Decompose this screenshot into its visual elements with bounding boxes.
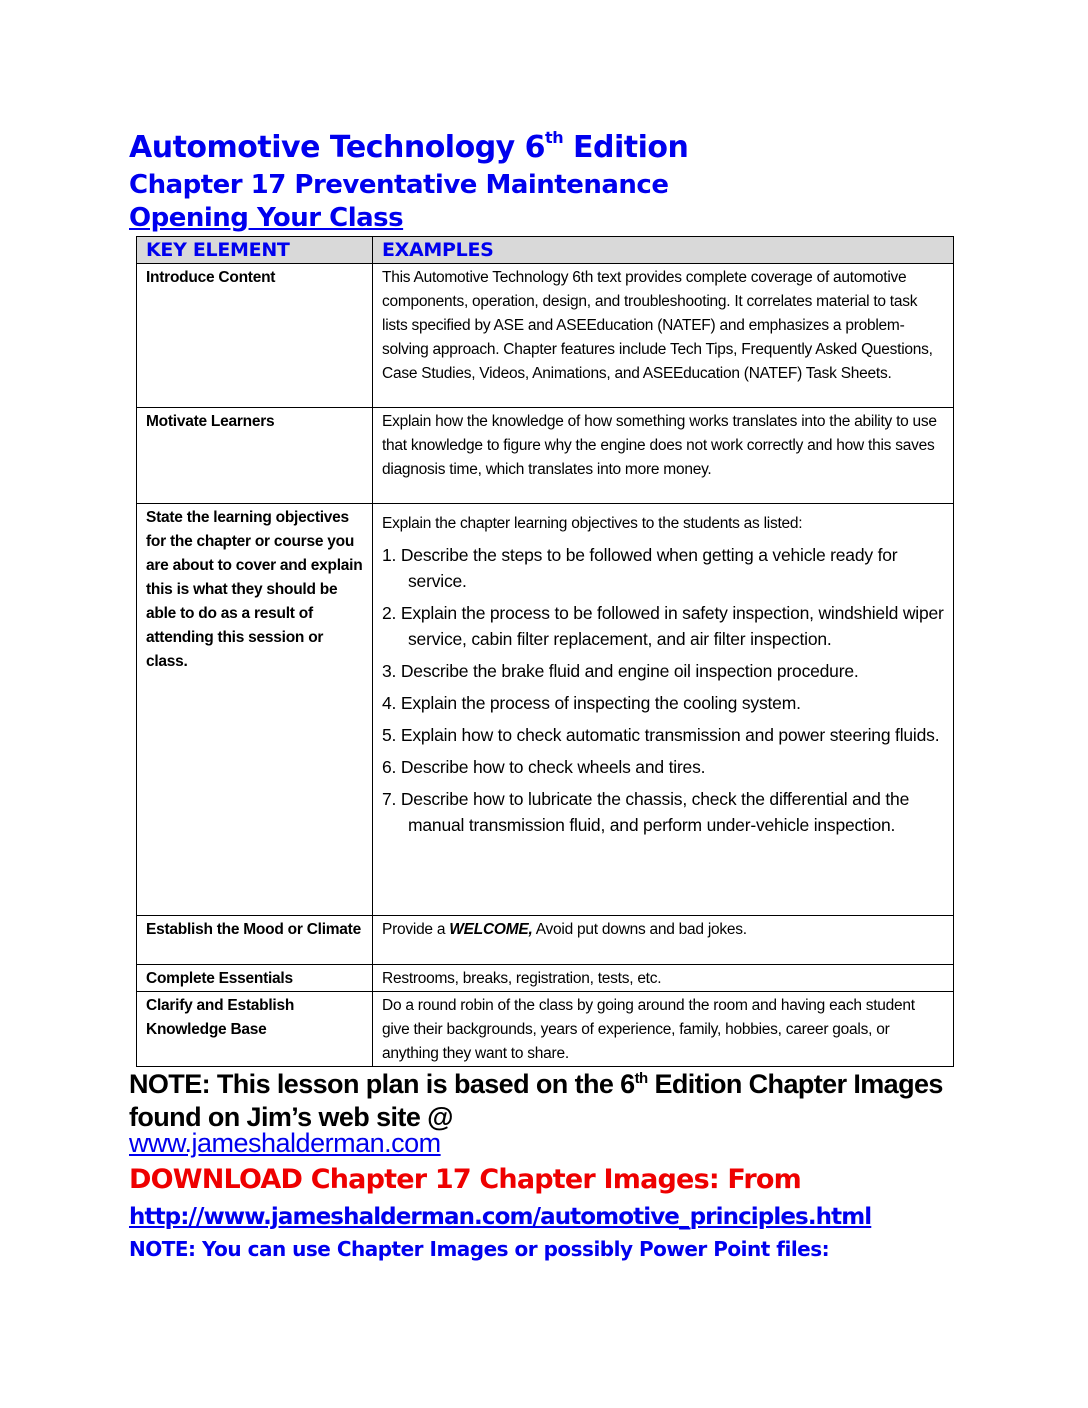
lesson-table — [136, 236, 954, 1067]
table-row — [137, 916, 954, 965]
table-header-row — [137, 237, 954, 264]
note-superscript: th — [634, 1070, 648, 1087]
table-row — [137, 264, 954, 408]
objective-item: 2. Explain the process to be followed in safety inspection, windshield wiper service, cabin filter replacement, and air filter inspection. — [382, 603, 944, 649]
title-text: Automotive Technology 6 — [129, 130, 546, 165]
objective-item: 6. Describe how to check wheels and tires. — [382, 757, 706, 777]
section-title: Opening Your Class — [129, 203, 404, 233]
header-key-element: KEY ELEMENT — [137, 237, 373, 264]
example-text: Provide a — [382, 921, 450, 938]
objective-item: 4. Explain the process of inspecting the cooling system. — [382, 693, 801, 713]
table-row — [137, 504, 954, 916]
row-key: Clarify and Establish Knowledge Base — [137, 992, 373, 1067]
header-examples: EXAMPLES — [373, 237, 954, 264]
download-link[interactable]: http://www.jameshalderman.com/automotive_principles.html — [129, 1204, 872, 1230]
row-key: Introduce Content — [137, 264, 373, 408]
row-key: State the learning objectives for the chapter or course you are about to cover and explain this is what they should be able to do as a result of attending this session or class. — [137, 504, 373, 916]
row-example — [373, 504, 954, 916]
row-example: This Automotive Technology 6th text provides complete coverage of automotive components, operation, design, and troubleshooting. It correlates material to task lists specified by ASE and ASEEducation (NATEF) and emphasizes a problem-solving approach. Chapter features include Tech Tips, Frequently Asked Questions, Case Studies, Videos, Animations, and ASEEducation (NATEF) Task Sheets. — [373, 264, 954, 408]
website-link[interactable]: www.jameshalderman.com — [129, 1128, 441, 1158]
objective-item: 1. Describe the steps to be followed when getting a vehicle ready for service. — [382, 545, 898, 591]
chapter-title: Chapter 17 Preventative Maintenance — [129, 170, 669, 200]
row-example — [373, 916, 954, 965]
row-key: Motivate Learners — [137, 408, 373, 504]
table-row — [137, 992, 954, 1067]
download-heading: DOWNLOAD Chapter 17 Chapter Images: From — [129, 1164, 801, 1195]
row-key: Complete Essentials — [137, 965, 373, 992]
note-text-end: Edition Chapter Images found on Jim’s web site @ — [129, 1069, 943, 1132]
table-row — [137, 408, 954, 504]
row-key: Establish the Mood or Climate — [137, 916, 373, 965]
chapter-images-note: NOTE: You can use Chapter Images or possibly Power Point files: — [129, 1237, 830, 1261]
objective-item: 3. Describe the brake fluid and engine oil inspection procedure. — [382, 661, 859, 681]
title-text-end: Edition — [563, 130, 689, 165]
title-superscript: th — [545, 128, 564, 147]
table-row — [137, 965, 954, 992]
example-emphasis: WELCOME, — [449, 921, 533, 938]
example-text: Avoid put downs and bad jokes. — [532, 921, 747, 938]
objective-item: 7. Describe how to lubricate the chassis, check the differential and the manual transmission fluid, and perform under-vehicle inspection. — [382, 789, 910, 835]
objectives-intro: Explain the chapter learning objectives to the students as listed: — [382, 515, 803, 532]
lesson-plan-note — [129, 1062, 949, 1134]
objectives-list — [382, 542, 945, 838]
row-example: Restrooms, breaks, registration, tests, etc. — [373, 965, 954, 992]
note-text: NOTE: This lesson plan is based on the 6 — [129, 1069, 635, 1099]
row-example: Explain how the knowledge of how something works translates into the ability to use that knowledge to figure why the engine does not work correctly and how this saves diagnosis time, which translates into more money. — [373, 408, 954, 504]
row-example: Do a round robin of the class by going around the room and having each student give their backgrounds, years of experience, family, hobbies, career goals, or anything they want to share. — [373, 992, 954, 1067]
document-title — [129, 130, 688, 165]
objective-item: 5. Explain how to check automatic transmission and power steering fluids. — [382, 725, 940, 745]
